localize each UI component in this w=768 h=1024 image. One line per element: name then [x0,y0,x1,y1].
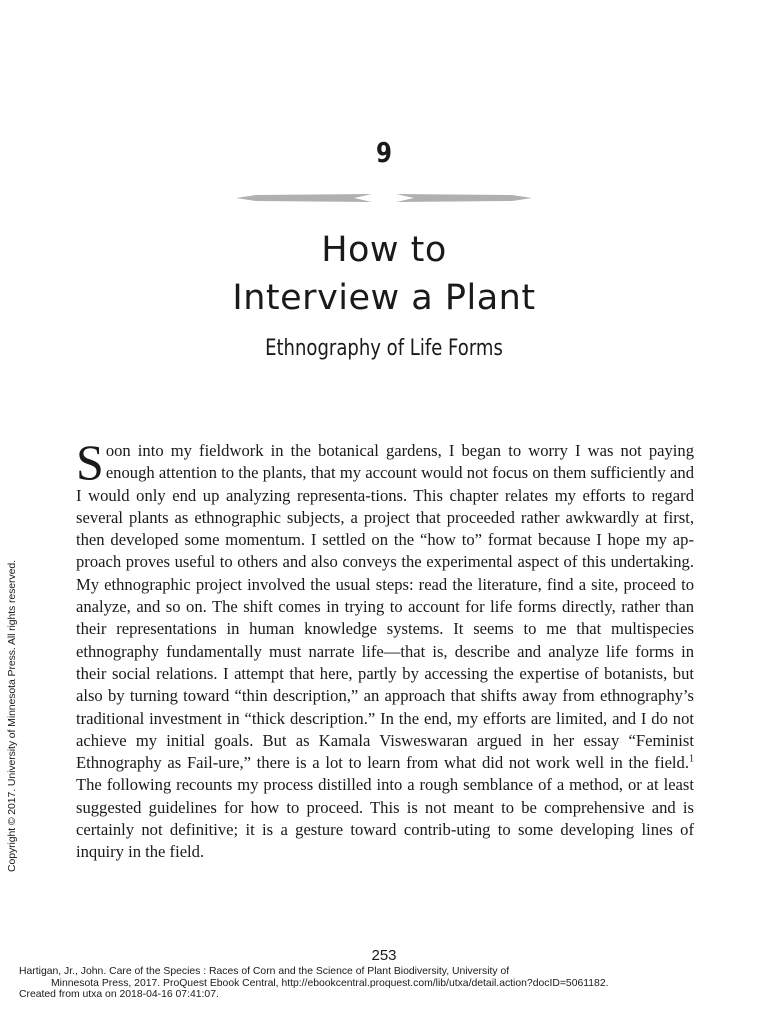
ornament-left-bar [236,194,372,202]
copyright-notice: Copyright © 2017. University of Minnesota Press. All rights reserved. [6,560,18,872]
citation-line-3: Created from utxa on 2018-04-16 07:41:07. [19,989,219,1000]
body-text-part-2: The following recounts my process distilled into a rough semblance of a method, or at least suggested guidelines for how to proceed. This is not meant to be comprehensive and is certainly not definitive; it is a gesture toward contrib-uting to some developing lines of inquiry in the field. [76,775,694,862]
chapter-title [0,226,768,322]
chapter-subtitle: Ethnography of Life Forms [265,336,503,361]
page-number: 253 [371,947,397,964]
chapter-ornament-icon [236,190,532,206]
ornament-right-bar [396,194,532,202]
footnote-marker[interactable]: 1 [689,753,694,765]
chapter-title-line-2: Interview a Plant [232,278,536,318]
citation-footer [19,966,759,1001]
citation-line-1: Hartigan, Jr., John. Care of the Species : Races of Corn and the Science of Plant Biodiversity, University of [19,966,510,977]
drop-cap: S [76,434,104,490]
chapter-title-line-1: How to [321,230,447,270]
chapter-number: 9 [376,136,392,169]
body-text-part-1: oon into my fieldwork in the botanical gardens, I began to worry I was not paying enough attention to the plants, that my account would not focus on them sufficiently and I would only end up analyzing representa-tions. This chapter relates my efforts to regard several plants as ethnographic subjects, a project that proceeded rather awkwardly at first, then developed some momentum. I settled on the “how to” format because I hope my ap-proach proves useful to others and also conveys the experimental aspect of this undertaking. My ethnographic project involved the usual steps: read the literature, find a site, proceed to analyze, and so on. The shift comes in trying to account for life forms directly, rather than their representations in human knowledge systems. It seems to me that multispecies ethnography fundamentally must narrate life—that is, describe and analyze life forms in their social relations. I attempt that here, partly by accessing the expertise of botanists, but also by turning toward “thin description,” an approach that shifts away from ethnography’s traditional investment in “thick description.” In the end, my efforts are limited, and I do not achieve my initial goals. But as Kamala Visweswaran argued in her essay “Feminist Ethnography as Fail-ure,” there is a lot to learn from what did not work well in the field. [76,441,694,773]
body-paragraph [76,434,694,864]
citation-line-2: Minnesota Press, 2017. ProQuest Ebook Central, http://ebookcentral.proquest.com/lib/utxa/detail.action?docID=5061182. [51,977,609,989]
